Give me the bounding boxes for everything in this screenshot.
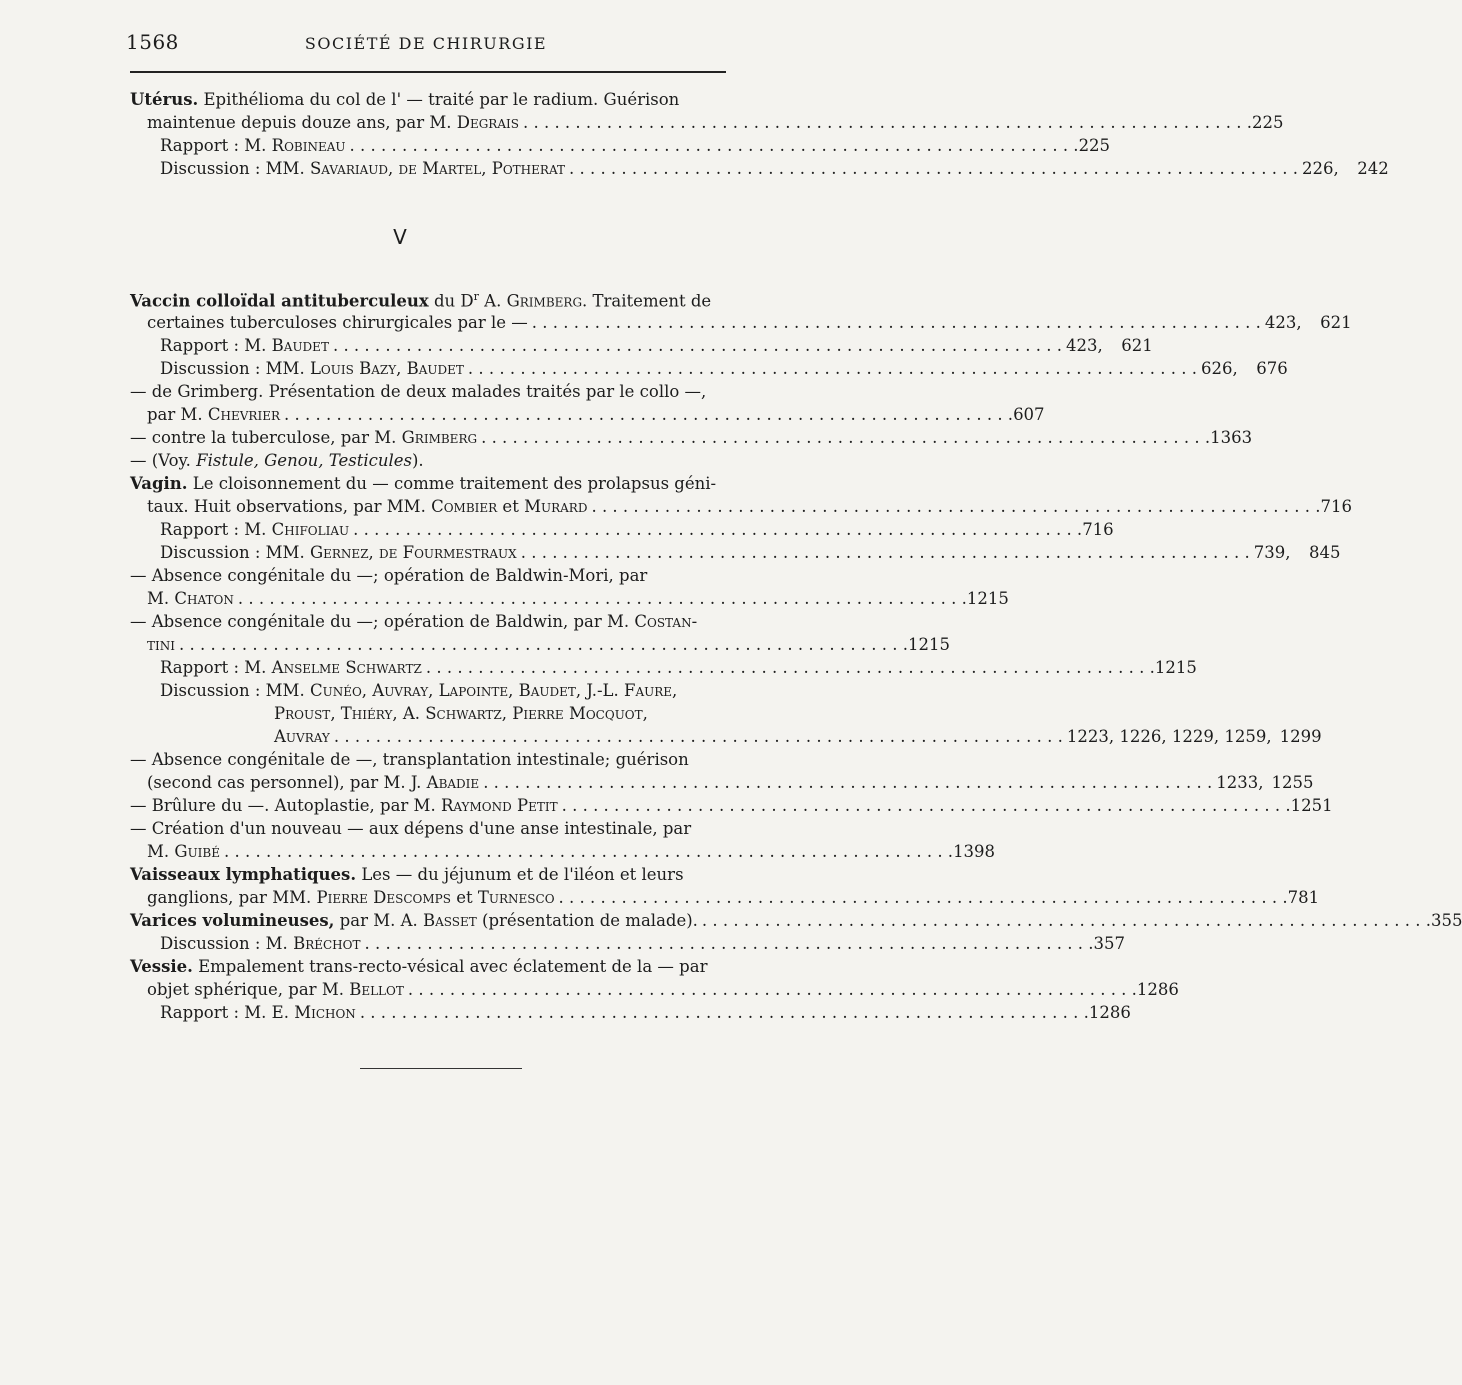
entry-text xyxy=(147,888,555,907)
dot-leader xyxy=(349,520,1082,539)
author-name: Degrais xyxy=(456,113,519,132)
entry-fragment: (présentation de malade). xyxy=(476,911,698,930)
entry-fragment: Discussion : MM. xyxy=(160,681,310,700)
dot-leader xyxy=(528,313,1261,332)
index-line xyxy=(147,842,996,864)
page-ref: 1223, 1226, 1229, 1259, xyxy=(1066,727,1272,746)
entry-text xyxy=(147,113,519,132)
index-line xyxy=(147,313,1352,335)
dot-leader xyxy=(329,336,1062,355)
entry-fragment: M. xyxy=(147,589,175,608)
index-line xyxy=(130,566,726,588)
entry-fragment: A. xyxy=(478,291,507,311)
index-line xyxy=(160,520,1114,542)
author-name: Robineau xyxy=(271,136,346,155)
page-ref: 716 xyxy=(1320,497,1352,516)
entry-text xyxy=(160,520,349,539)
entry-fragment: — Brûlure du —. Autoplastie, par M. xyxy=(130,796,441,815)
entry-text xyxy=(147,405,280,424)
entry-fragment: Discussion : M. xyxy=(160,934,294,953)
page-ref: 1251 xyxy=(1290,796,1333,815)
entry-fragment: M. xyxy=(147,842,175,861)
entry-text xyxy=(160,359,464,378)
page-ref: 1233, xyxy=(1216,773,1264,792)
page-ref: 676 xyxy=(1256,359,1288,378)
entry-text xyxy=(160,658,422,677)
dot-leader xyxy=(698,911,1431,930)
entry-text xyxy=(160,159,565,178)
author-name: Abadie xyxy=(426,773,480,792)
entry-fragment: objet sphérique, par M. xyxy=(147,980,350,999)
entry-fragment: r xyxy=(473,290,479,303)
index-line xyxy=(160,934,1126,956)
index-line xyxy=(147,497,1352,519)
dot-leader xyxy=(175,635,908,654)
page-ref: 739, xyxy=(1253,543,1291,562)
page-ref: 1215 xyxy=(1154,658,1197,677)
entry-fragment: Discussion : MM. xyxy=(160,543,310,562)
author-name: Proust, Thiéry, A. Schwartz, Pierre Mocquot, xyxy=(274,704,648,723)
page-ref: 225 xyxy=(1252,113,1284,132)
author-name: Chevrier xyxy=(207,405,281,424)
author-name: tini xyxy=(147,635,175,654)
entry-fragment: Rapport : M. xyxy=(160,336,272,355)
entry-keyword: Vaccin colloïdal antituberculeux xyxy=(130,291,429,311)
author-name: Baudet xyxy=(271,336,329,355)
index-line xyxy=(147,980,1179,1002)
index-line xyxy=(147,773,1314,795)
author-name: Turnesco xyxy=(477,888,555,907)
page-number: 1568 xyxy=(126,30,179,54)
entry-text xyxy=(147,497,587,516)
entry-text xyxy=(130,957,707,976)
index-line xyxy=(160,543,1341,565)
entry-keyword: Vagin. xyxy=(130,474,188,493)
index-line xyxy=(130,90,726,112)
entry-fragment: maintenue depuis douze ans, par M. xyxy=(147,113,457,132)
page-ref: 225 xyxy=(1078,136,1111,155)
entry-fragment: par M. A. xyxy=(334,911,423,930)
entry-text xyxy=(160,1003,356,1022)
entry-fragment: — contre la tuberculose, par M. xyxy=(130,428,402,447)
author-name: Raymond Petit xyxy=(440,796,558,815)
entry-fragment: Le cloisonnement du — comme traitement des prolapsus géni- xyxy=(187,474,717,493)
page-ref: 1363 xyxy=(1210,428,1253,447)
entry-fragment: Rapport : M. xyxy=(160,658,272,677)
entry-text xyxy=(130,451,424,470)
running-title: SOCIÉTÉ DE CHIRURGIE xyxy=(304,34,548,53)
entry-fragment: Discussion : MM. xyxy=(160,359,310,378)
author-name: Cunéo, Auvray, Lapointe, Baudet, J.-L. Faure, xyxy=(309,681,678,700)
author-name: Basset xyxy=(423,911,477,930)
entry-fragment: — Création d'un nouveau — aux dépens d'une anse intestinale, par xyxy=(130,819,692,838)
entry-text xyxy=(130,90,679,109)
entry-fragment: taux. Huit observations, par MM. xyxy=(147,497,432,516)
author-name: Bellot xyxy=(349,980,404,999)
entry-fragment: — Absence congénitale du —; opération de Baldwin-Mori, par xyxy=(130,566,648,585)
dot-leader xyxy=(220,842,953,861)
page-ref: 423, xyxy=(1066,336,1103,355)
entry-text xyxy=(160,336,329,355)
page-ref: 355 xyxy=(1430,911,1462,930)
entry-fragment: — de Grimberg. Présentation de deux malades traités par le collo —, xyxy=(130,382,707,401)
entry-fragment: — Absence congénitale de —, transplantation intestinale; guérison xyxy=(130,750,689,769)
author-name: Combier xyxy=(431,497,498,516)
author-name: Michon xyxy=(294,1003,356,1022)
index-line xyxy=(147,405,1045,427)
entry-text xyxy=(160,681,677,700)
entry-text xyxy=(160,136,346,155)
page-ref: 357 xyxy=(1093,934,1126,953)
index-line xyxy=(130,819,726,841)
index-line xyxy=(147,888,1320,910)
index-line xyxy=(130,382,726,404)
index-line xyxy=(160,681,726,703)
index-line xyxy=(160,159,1389,181)
entry-keyword: Utérus. xyxy=(130,90,199,109)
entry-fragment: par M. xyxy=(147,405,208,424)
entry-text xyxy=(130,566,647,585)
end-rule xyxy=(360,1068,522,1069)
index-line xyxy=(130,911,1462,933)
index-line xyxy=(130,796,1333,818)
author-name: Gernez, de Fourmestraux xyxy=(309,543,517,562)
index-line xyxy=(130,750,726,772)
entry-text xyxy=(160,543,517,562)
entry-fragment: Discussion : MM. xyxy=(160,159,310,178)
entry-text xyxy=(130,474,716,493)
entry-fragment: Epithélioma du col de l' — traité par le radium. Guérison xyxy=(198,90,680,109)
entry-keyword: Varices volumineuses, xyxy=(130,911,335,930)
author-name: Costan- xyxy=(634,612,698,631)
index-line xyxy=(160,658,1197,680)
entry-fragment: ganglions, par MM. xyxy=(147,888,317,907)
page-ref: 621 xyxy=(1121,336,1153,355)
dot-leader xyxy=(464,359,1197,378)
page-ref: 423, xyxy=(1264,313,1302,332)
entry-fragment: du D xyxy=(428,291,474,311)
entry-text xyxy=(147,980,404,999)
author-name: Chifoliau xyxy=(271,520,350,539)
page-ref: 845 xyxy=(1309,543,1341,562)
author-name: Bréchot xyxy=(293,934,361,953)
index-line xyxy=(130,474,726,496)
entry-text xyxy=(130,382,706,401)
dot-leader xyxy=(519,113,1252,132)
entry-text xyxy=(130,290,711,311)
entry-text xyxy=(147,589,234,608)
entry-fragment: Fistule, Genou, Testicules xyxy=(196,451,412,470)
dot-leader xyxy=(479,773,1212,792)
index-line xyxy=(274,704,726,726)
dot-leader xyxy=(234,589,967,608)
entry-fragment: . Traitement de xyxy=(582,291,712,311)
page-ref: 1215 xyxy=(966,589,1009,608)
dot-leader xyxy=(587,497,1320,516)
dot-leader xyxy=(346,136,1079,155)
author-name: Grimberg xyxy=(401,428,478,447)
entry-text xyxy=(130,612,697,631)
index-line xyxy=(130,290,726,312)
entry-fragment: Rapport : M. xyxy=(160,136,272,155)
dot-leader xyxy=(558,796,1291,815)
entry-fragment: Les — du jéjunum et de l'iléon et leurs xyxy=(356,865,684,884)
index-line xyxy=(274,727,1322,749)
index-line xyxy=(130,957,726,979)
page-ref: 626, xyxy=(1200,359,1238,378)
entry-fragment: — (Voy. xyxy=(130,451,197,470)
index-line xyxy=(130,865,726,887)
author-name: Savariaud, de Martel, Potherat xyxy=(309,159,565,178)
entry-keyword: Vaisseaux lymphatiques. xyxy=(130,865,357,884)
entry-fragment: Rapport : M. E. xyxy=(160,1003,295,1022)
entry-fragment: ). xyxy=(412,451,424,470)
dot-leader xyxy=(356,1003,1089,1022)
page-ref: 242 xyxy=(1357,159,1389,178)
author-name: Louis Bazy, Baudet xyxy=(309,359,464,378)
page-ref: 1299 xyxy=(1279,727,1322,746)
page-header xyxy=(126,30,726,60)
entry-fragment: certaines tuberculoses chirurgicales par le — xyxy=(147,313,528,332)
entry-text xyxy=(160,934,360,953)
page-ref: 1398 xyxy=(953,842,996,861)
header-rule xyxy=(130,71,726,73)
dot-leader xyxy=(517,543,1250,562)
author-name: Grimberg xyxy=(506,291,583,311)
entry-text xyxy=(130,428,477,447)
index-line xyxy=(130,451,726,473)
entry-keyword: Vessie. xyxy=(130,957,193,976)
page-ref: 1215 xyxy=(908,635,951,654)
entry-text xyxy=(147,635,175,654)
entry-fragment: (second cas personnel), par M. J. xyxy=(147,773,427,792)
author-name: Chaton xyxy=(174,589,234,608)
entry-text xyxy=(147,773,479,792)
author-name: Guibé xyxy=(174,842,221,861)
dot-leader xyxy=(555,888,1288,907)
page-ref: 716 xyxy=(1082,520,1114,539)
index-line xyxy=(160,336,1153,358)
entry-fragment: Rapport : M. xyxy=(160,520,272,539)
entry-text xyxy=(130,865,684,884)
page-ref: 1286 xyxy=(1088,1003,1131,1022)
index-line xyxy=(130,428,1253,450)
dot-leader xyxy=(565,159,1298,178)
dot-leader xyxy=(330,727,1063,746)
entry-text xyxy=(130,911,698,930)
entry-text xyxy=(130,796,558,815)
author-name: Auvray xyxy=(274,727,330,746)
index-line xyxy=(147,589,1009,611)
dot-leader xyxy=(280,405,1013,424)
author-name: Murard xyxy=(524,497,588,516)
index-line xyxy=(160,136,1111,158)
dot-leader xyxy=(477,428,1210,447)
page-ref: 226, xyxy=(1302,159,1339,178)
dot-leader xyxy=(422,658,1155,677)
entry-text xyxy=(274,727,330,746)
entry-text xyxy=(147,842,220,861)
dot-leader xyxy=(360,934,1093,953)
entry-fragment: et xyxy=(497,497,525,516)
index-line xyxy=(147,635,951,657)
entry-text xyxy=(130,750,689,769)
entry-fragment: Empalement trans-recto-vésical avec éclatement de la — par xyxy=(192,957,708,976)
index-line xyxy=(130,612,726,634)
page-ref: 1255 xyxy=(1271,773,1314,792)
entry-fragment: et xyxy=(450,888,478,907)
page-ref: 621 xyxy=(1320,313,1352,332)
entry-text xyxy=(274,704,648,723)
index-line xyxy=(160,359,1288,381)
dot-leader xyxy=(404,980,1137,999)
author-name: Anselme Schwartz xyxy=(271,658,422,677)
entry-text xyxy=(130,819,691,838)
page-ref: 607 xyxy=(1013,405,1045,424)
index-line xyxy=(160,1003,1131,1025)
section-letter: V xyxy=(393,225,407,249)
page-ref: 781 xyxy=(1287,888,1320,907)
author-name: Pierre Descomps xyxy=(316,888,451,907)
entry-fragment: — Absence congénitale du —; opération de Baldwin, par M. xyxy=(130,612,635,631)
entry-text xyxy=(147,313,528,332)
page-ref: 1286 xyxy=(1136,980,1179,999)
index-line xyxy=(147,113,1284,135)
